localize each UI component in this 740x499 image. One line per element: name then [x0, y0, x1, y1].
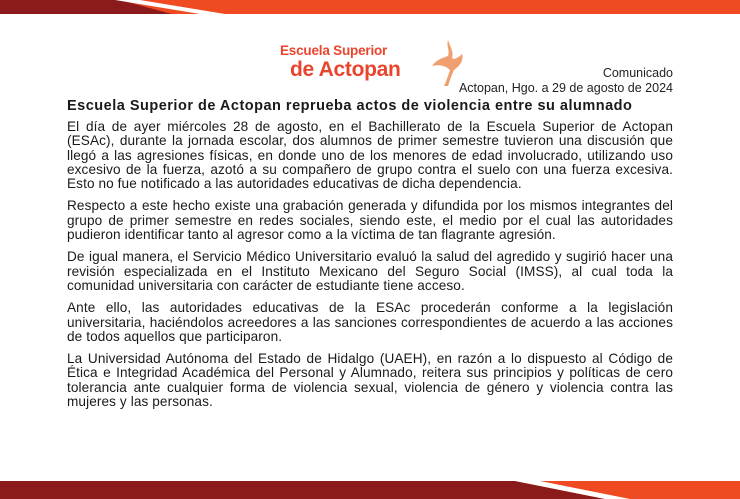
- school-logo: [278, 38, 478, 90]
- document-title: Escuela Superior de Actopan reprueba actos de violencia entre su alumnado: [67, 98, 633, 114]
- document-body: [67, 98, 673, 417]
- place-date: Actopan, Hgo. a 29 de agosto de 2024: [458, 81, 673, 95]
- paragraph: El día de ayer miércoles 28 de agosto, en el Bachillerato de la Escuela Superior de Actopan (ESAc), durante la jornada escolar, dos alumnos de primer semestre tuvieron una discusión que llegó a las agresiones físicas, en donde uno de los menores de edad involucrado, utilizando uso excesivo de la fuerza, azotó a su compañero de grupo contra el suelo con una fuerza excesiva. Esto no fue notificado a las autoridades educativas de dicha dependencia.: [67, 119, 673, 192]
- logo-line2: de Actopan: [290, 58, 401, 81]
- footer-banner: [0, 481, 740, 499]
- paragraph: Ante ello, las autoridades educativas de la ESAc procederán conforme a la legislación universitaria, haciéndolos acreedores a las sanciones correspondientes de acuerdo a las acciones de todos aquellos que participaron.: [67, 300, 673, 344]
- document-meta: [459, 66, 673, 96]
- logo-line1: Escuela Superior: [280, 43, 388, 58]
- document-type: Comunicado: [602, 66, 673, 80]
- header-banner: [0, 0, 740, 14]
- paragraph: La Universidad Autónoma del Estado de Hidalgo (UAEH), en razón a lo dispuesto al Código de Ética e Integridad Académica del Personal y Alumnado, reitera sus principios y políticas de cero tolerancia ante cualquier forma de violencia sexual, violencia de género y violencia contra las mujeres y las personas.: [67, 351, 673, 410]
- paragraph: Respecto a este hecho existe una grabación generada y difundida por los mismos integrantes del grupo de primer semestre en redes sociales, siendo este, el medio por el cual las autoridades pudieron identificar tanto al agresor como a la víctima de tan flagrante agresión.: [67, 198, 673, 243]
- paragraph: De igual manera, el Servicio Médico Universitario evaluó la salud del agredido y sugirió hacer una revisión especializada en el Instituto Mexicano del Seguro Social (IMSS), al cual toda la comunidad universitaria con carácter de estudiante tiene acceso.: [67, 249, 673, 293]
